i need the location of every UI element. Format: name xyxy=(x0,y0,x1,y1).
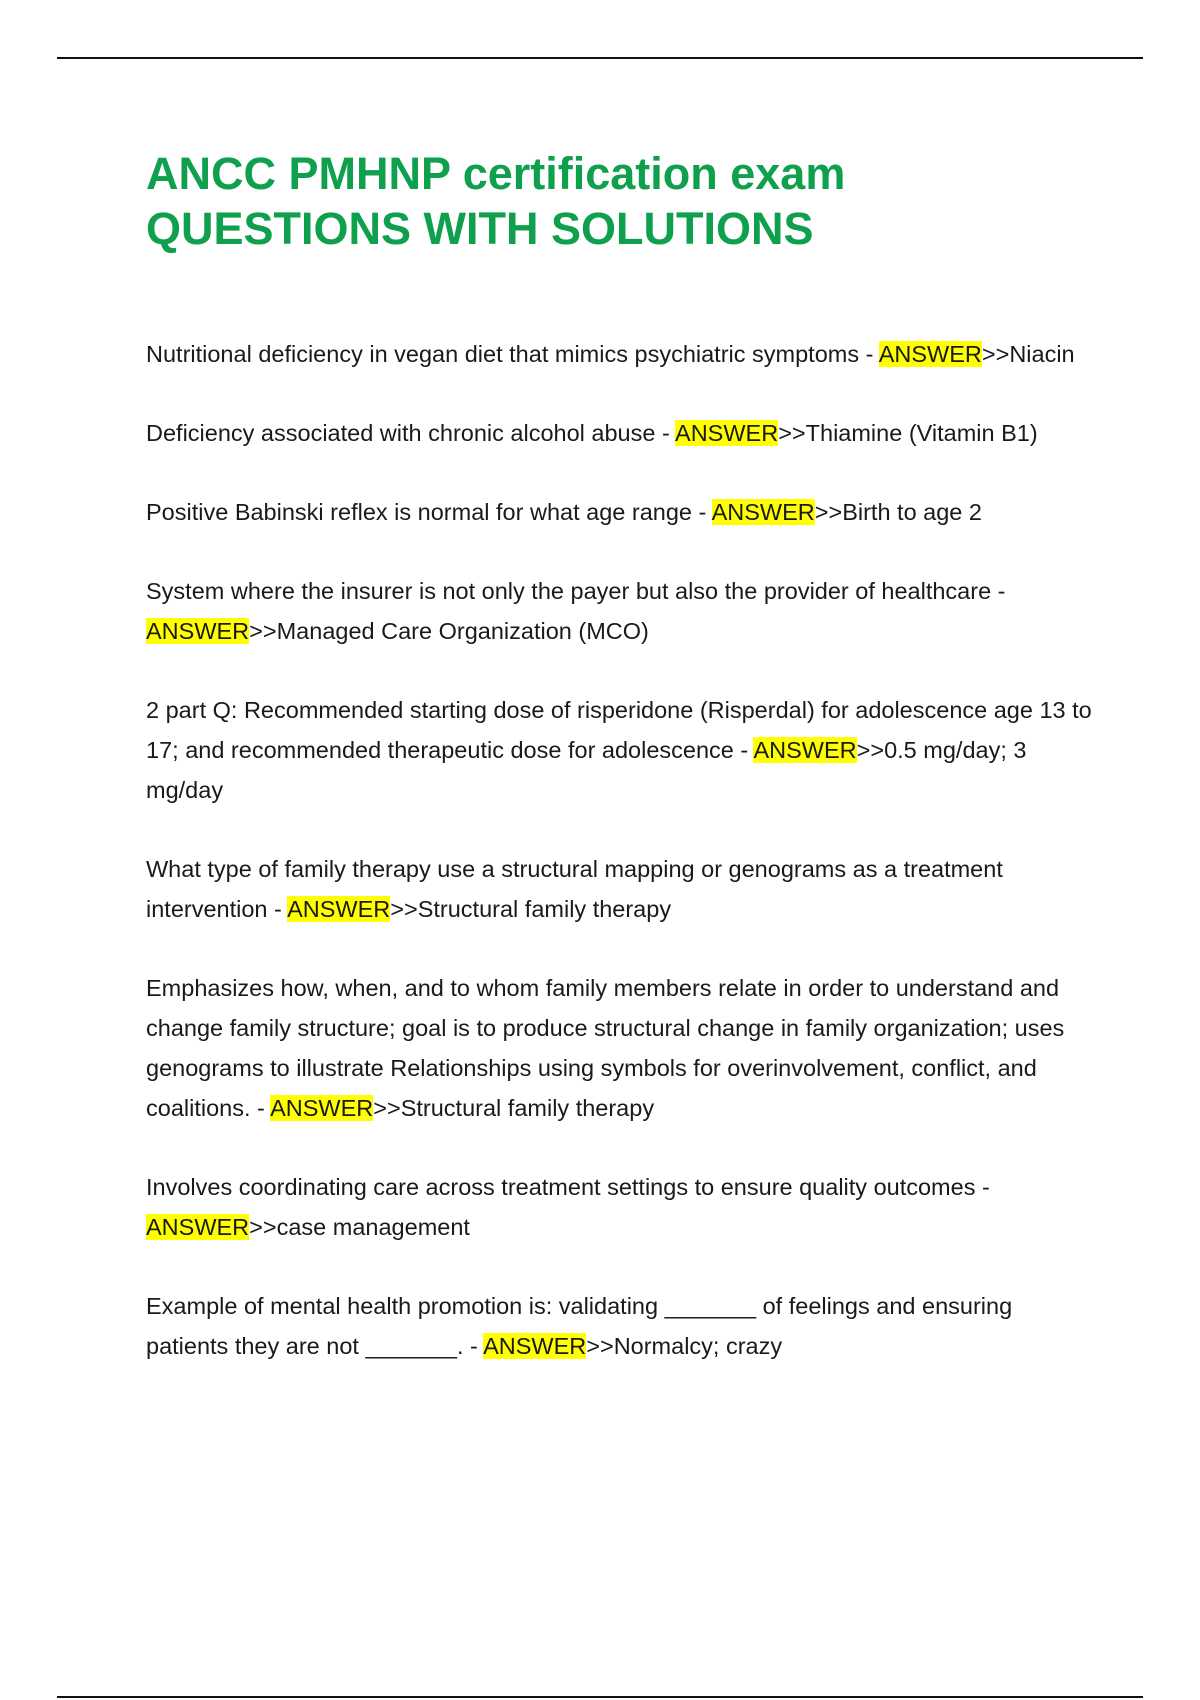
answer-text: Birth to age 2 xyxy=(842,499,982,525)
qa-item xyxy=(146,571,1098,651)
answer-text: Niacin xyxy=(1009,341,1075,367)
qa-item xyxy=(146,690,1098,810)
qa-item xyxy=(146,849,1098,929)
answer-marker: ANSWER xyxy=(878,341,982,367)
answer-text: 0.5 mg/day; 3 mg/day xyxy=(146,737,1027,803)
question-text: Emphasizes how, when, and to whom family members relate in order to understand and change family structure; goal is to produce structural change in family organization; uses genograms to illustrate Relationships using symbols for overinvolvement, conflict, and coalitions. - xyxy=(146,975,1065,1121)
answer-marker: ANSWER xyxy=(270,1095,374,1121)
answer-text: Normalcy; crazy xyxy=(613,1333,783,1359)
answer-marker: ANSWER xyxy=(675,420,779,446)
qa-item xyxy=(146,413,1098,453)
qa-item xyxy=(146,1167,1098,1247)
answer-separator: >> xyxy=(981,341,1010,367)
qa-item xyxy=(146,334,1098,374)
question-text: Deficiency associated with chronic alcohol abuse - xyxy=(146,420,676,446)
answer-separator: >> xyxy=(249,1214,277,1240)
answer-separator: >> xyxy=(814,499,843,525)
answer-text: Thiamine (Vitamin B1) xyxy=(805,420,1038,446)
answer-text: Managed Care Organization (MCO) xyxy=(276,618,649,644)
document-title xyxy=(146,146,1106,256)
bottom-rule xyxy=(57,1696,1143,1698)
answer-text: Structural family therapy xyxy=(400,1095,655,1121)
question-text: Example of mental health promotion is: validating _______ of feelings and ensuring patients they are not _______. - xyxy=(146,1293,1013,1359)
top-rule xyxy=(57,57,1143,59)
title-line-2: QUESTIONS WITH SOLUTIONS xyxy=(146,203,814,254)
answer-separator: >> xyxy=(390,896,418,922)
answer-marker: ANSWER xyxy=(711,499,815,525)
question-text: 2 part Q: Recommended starting dose of risperidone (Risperdal) for adolescence age 13 to 17; and recommended therapeutic dose for adolescence - xyxy=(146,697,1092,763)
answer-separator: >> xyxy=(373,1095,401,1121)
question-text: System where the insurer is not only the payer but also the provider of healthcare - xyxy=(146,578,1006,604)
answer-marker: ANSWER xyxy=(753,737,857,763)
answer-marker: ANSWER xyxy=(287,896,391,922)
answer-text: Structural family therapy xyxy=(417,896,672,922)
question-text: What type of family therapy use a structural mapping or genograms as a treatment intervention - xyxy=(146,856,1003,922)
question-text: Nutritional deficiency in vegan diet that mimics psychiatric symptoms - xyxy=(146,341,879,367)
answer-separator: >> xyxy=(778,420,806,446)
answer-separator: >> xyxy=(249,618,277,644)
question-text: Involves coordinating care across treatment settings to ensure quality outcomes - xyxy=(146,1174,990,1200)
answer-marker: ANSWER xyxy=(146,618,250,644)
qa-list xyxy=(146,334,1098,1405)
answer-marker: ANSWER xyxy=(146,1214,250,1240)
answer-marker: ANSWER xyxy=(483,1333,587,1359)
qa-item xyxy=(146,968,1098,1128)
title-line-1: ANCC PMHNP certification exam xyxy=(146,148,846,199)
answer-text: case management xyxy=(276,1214,470,1240)
answer-separator: >> xyxy=(856,737,885,763)
question-text: Positive Babinski reflex is normal for what age range - xyxy=(146,499,712,525)
qa-item xyxy=(146,492,1098,532)
answer-separator: >> xyxy=(586,1333,614,1359)
qa-item xyxy=(146,1286,1098,1366)
